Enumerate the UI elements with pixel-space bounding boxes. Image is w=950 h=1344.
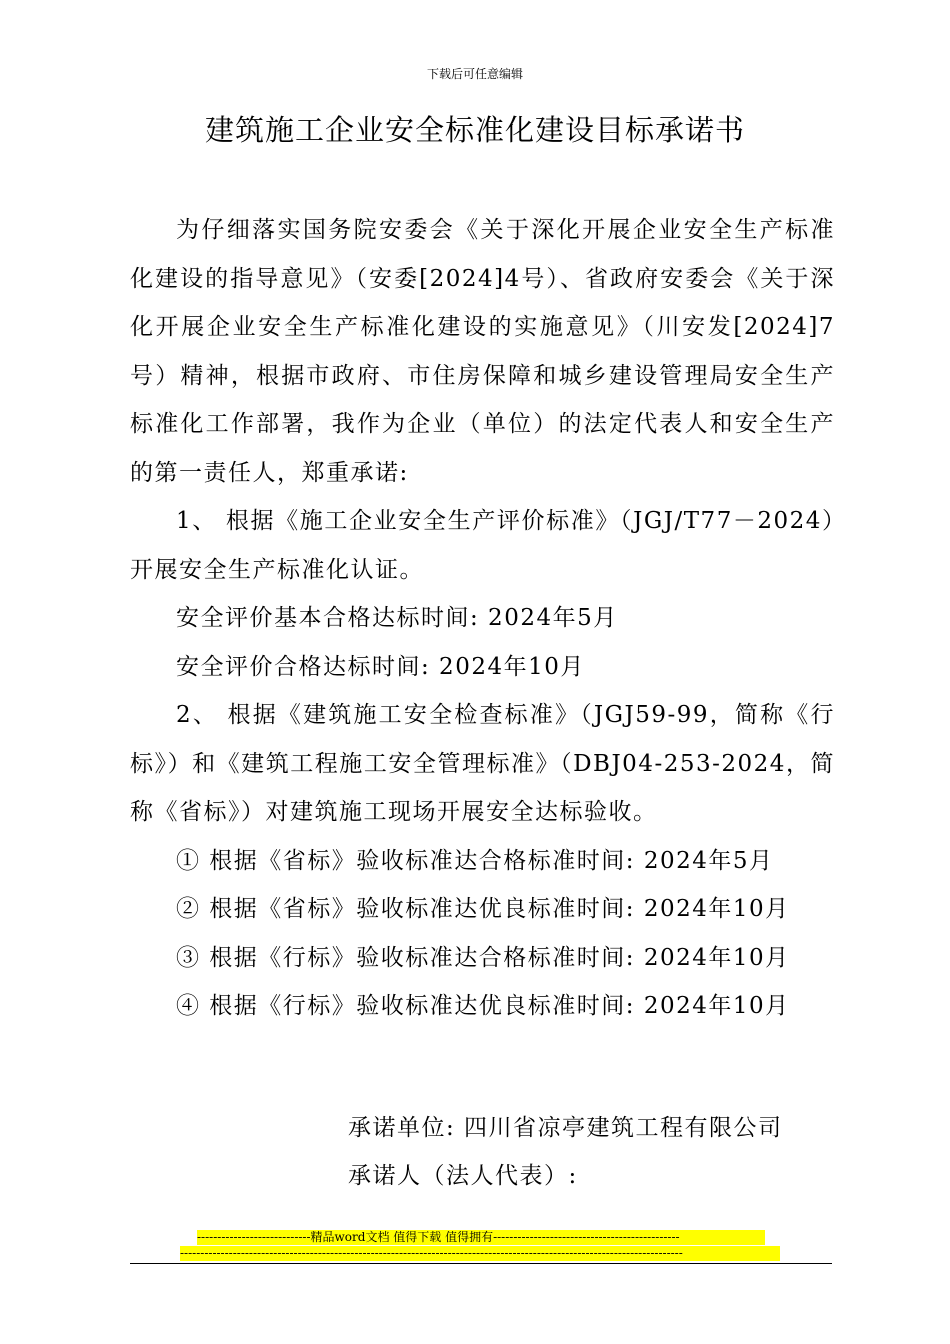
footer-banner-line-1: ----------------------------精品word文档 值得下载 值得拥有---------------------------------------------- (197, 1230, 765, 1245)
item-1-paragraph: 1、 根据《施工企业安全生产评价标准》（JGJ/T77－2024）开展安全生产标准化认证。 (130, 508, 835, 583)
footer-banner-line-2: ---------------------------------------------------------------------------------------------------------------------------- (180, 1246, 780, 1261)
sub-item-1: ① 根据《省标》验收标准达合格标准时间: 2024年5月 (176, 847, 774, 874)
sub-item-2: ② 根据《省标》验收标准达优良标准时间: 2024年10月 (176, 896, 790, 922)
signature-person: 承诺人（法人代表）: (348, 1163, 578, 1189)
item-1-basic-target: 安全评价基本合格达标时间: 2024年5月 (176, 605, 618, 631)
document-title: 建筑施工企业安全标准化建设目标承诺书 (204, 113, 745, 147)
sub-item-4: ④ 根据《行标》验收标准达优良标准时间: 2024年10月 (176, 993, 790, 1019)
document-body (130, 206, 835, 1031)
item-2-paragraph: 2、 根据《建筑施工安全检查标准》（JGJ59-99，简称《行标》）和《建筑工程施工安全管理标准》（DBJ04-253-2024，简称《省标》）对建筑施工现场开展安全达标验收。 (130, 702, 835, 825)
footer-rule (130, 1263, 832, 1264)
header-note: 下载后可任意编辑 (426, 67, 523, 81)
signature-unit: 承诺单位: 四川省凉亭建筑工程有限公司 (348, 1115, 783, 1141)
intro-paragraph: 为仔细落实国务院安委会《关于深化开展企业安全生产标准化建设的指导意见》（安委[2024]4号）、省政府安委会《关于深化开展企业安全生产标准化建设的实施意见》（川安发[2024]7号）精神，根据市政府、市住房保障和城乡建设管理局安全生产标准化工作部署，我作为企业（单位）的法定代表人和安全生产的第一责任人，郑重承诺: (130, 217, 835, 486)
sub-item-3: ③ 根据《行标》验收标准达合格标准时间: 2024年10月 (176, 944, 790, 971)
item-1-qualified-target: 安全评价合格达标时间: 2024年10月 (176, 653, 585, 680)
